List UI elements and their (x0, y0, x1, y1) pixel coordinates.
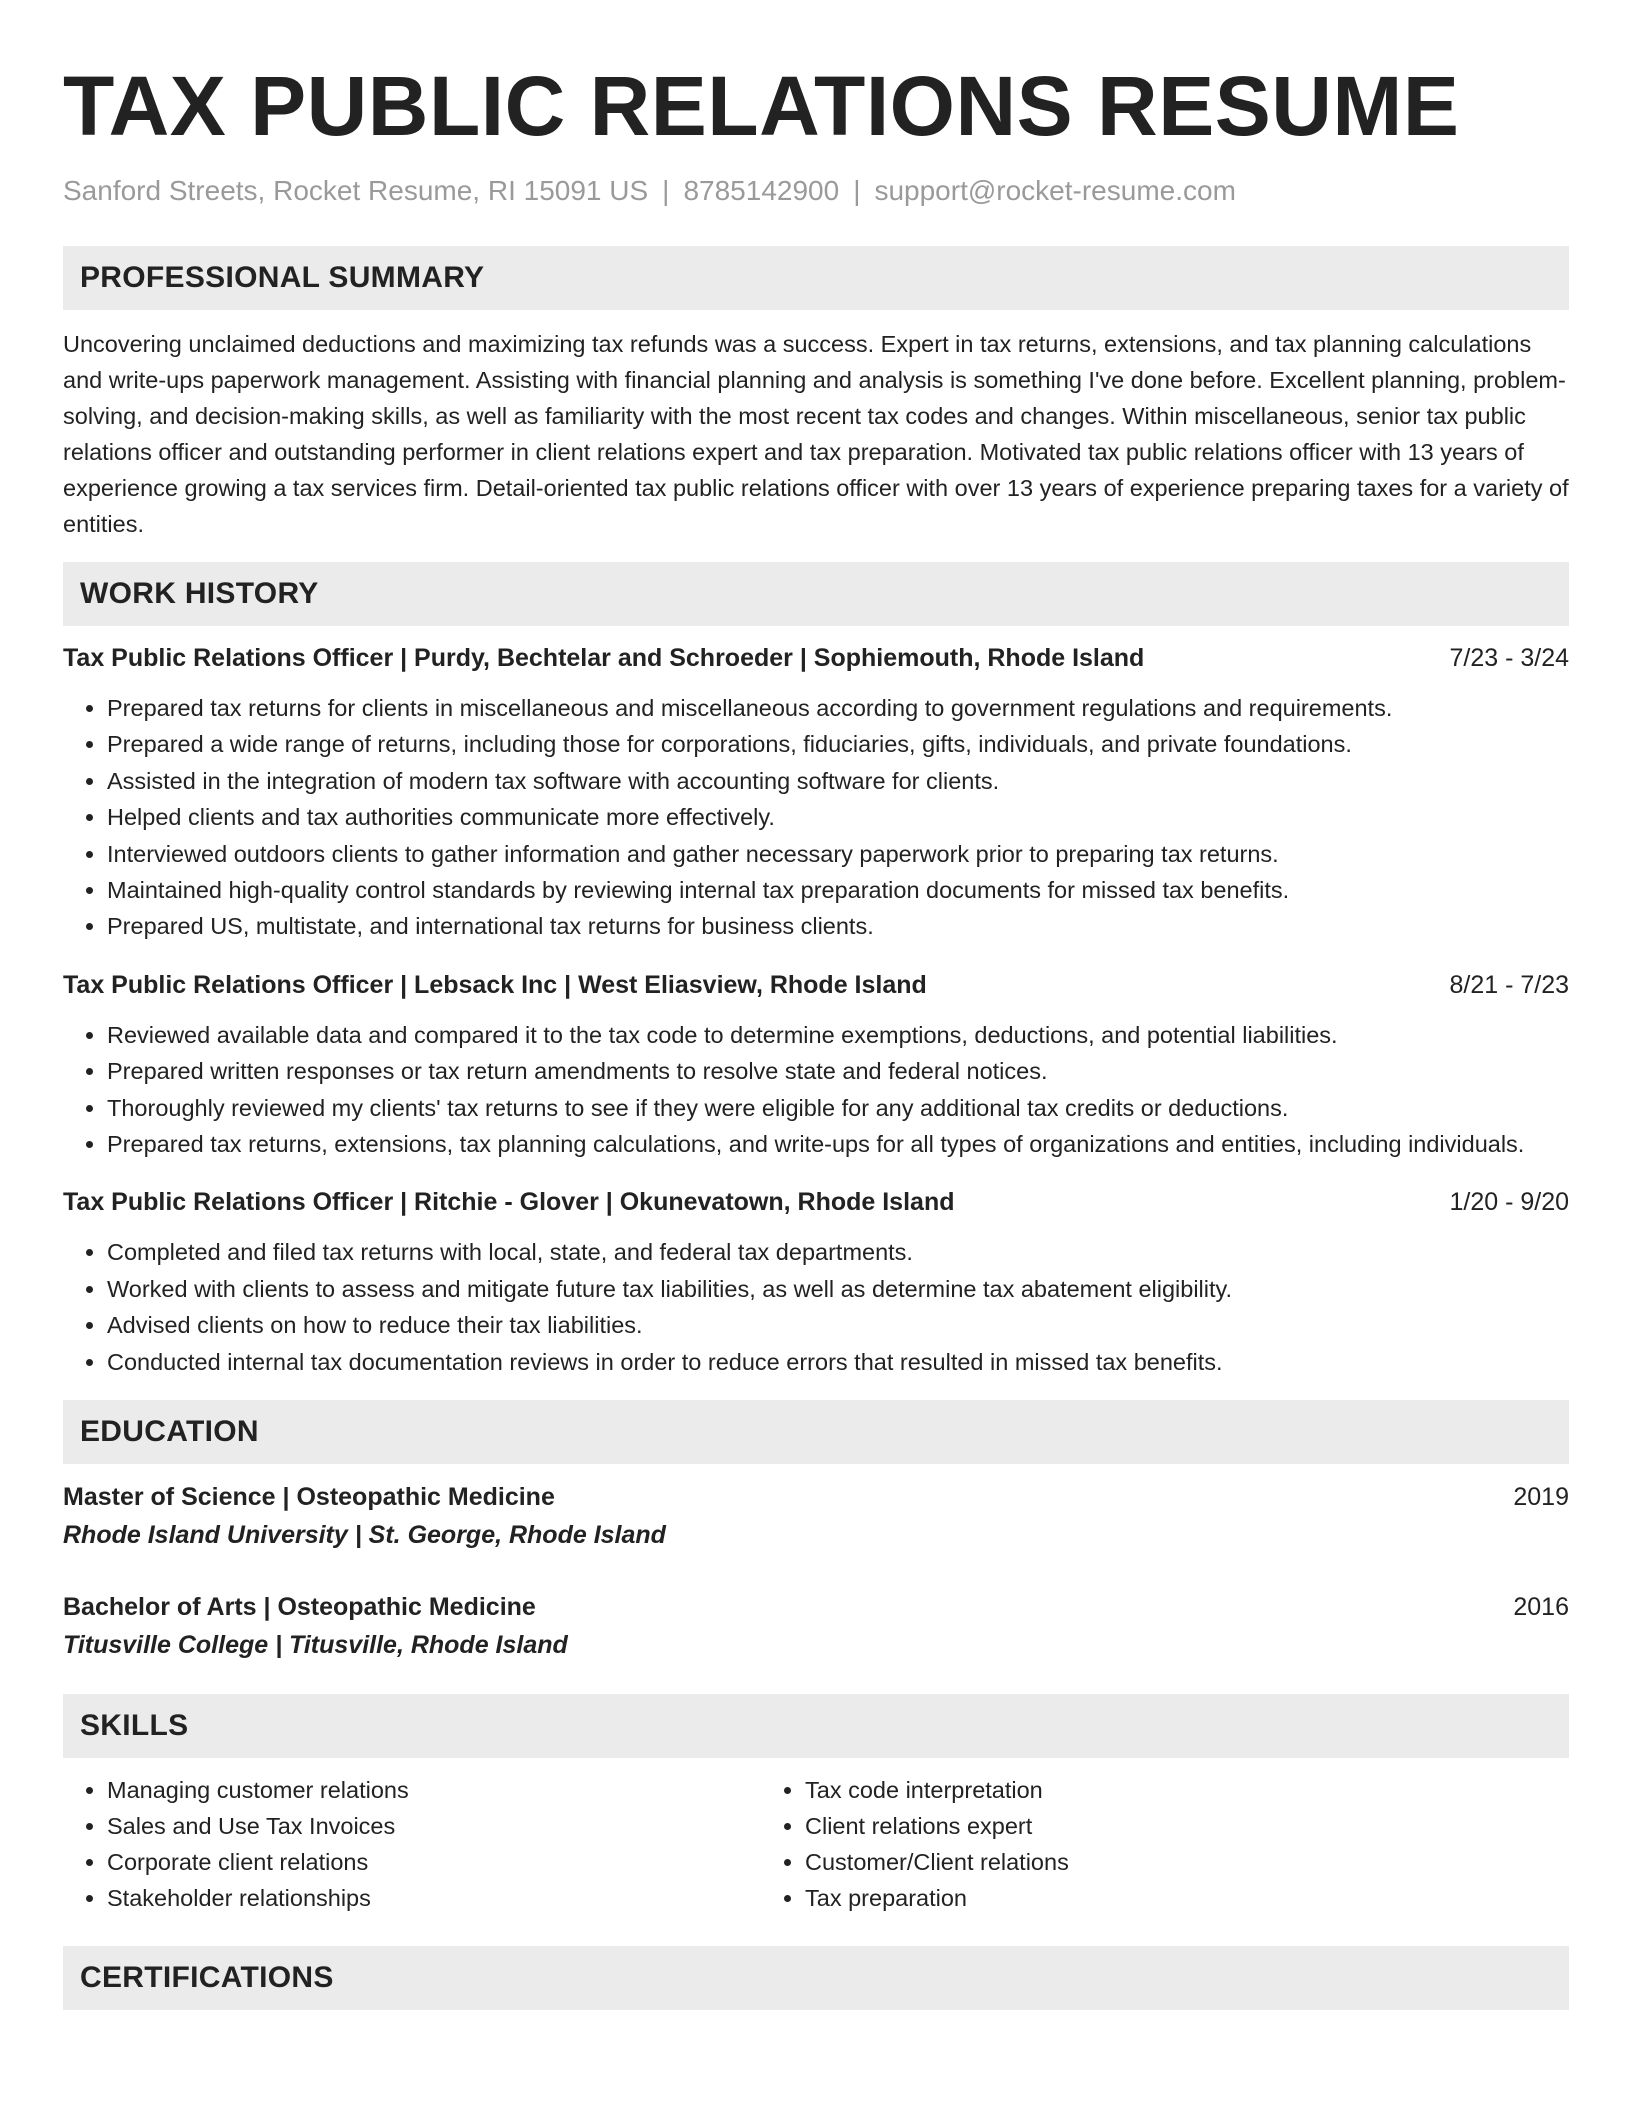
job-bullet: • Worked with clients to assess and mitigate future tax liabilities, as well as determine tax abatement eligibility. (107, 1271, 1569, 1307)
job-bullet: • Advised clients on how to reduce their tax liabilities. (107, 1307, 1569, 1343)
job-bullet: • Interviewed outdoors clients to gather information and gather necessary paperwork prior to preparing tax returns. (107, 836, 1569, 872)
job-header (63, 640, 1569, 676)
job-dates: 8/21 - 7/23 (1449, 970, 1569, 999)
job-title: Tax Public Relations Officer | Lebsack Inc | West Eliasview, Rhode Island (63, 970, 927, 999)
job-bullet: • Prepared a wide range of returns, including those for corporations, fiduciaries, gifts, individuals, and private foundations. (107, 726, 1569, 762)
skills-list (63, 1772, 1569, 1916)
skill-item: • Corporate client relations (107, 1844, 761, 1880)
job-entry (63, 1184, 1569, 1380)
section-heading-certifications: CERTIFICATIONS (63, 1946, 1569, 2010)
summary-text: Uncovering unclaimed deductions and maximizing tax refunds was a success. Expert in tax returns, extensions, and tax planning calculations and write-ups paperwork management. Assisting with financial planning and analysis is something I've done before. Excellent planning, problem-solving, and decision-making skills, as well as familiarity with the most recent tax codes and changes. Within miscellaneous, senior tax public relations officer and outstanding performer in client relations expert and tax preparation. Motivated tax public relations officer with 13 years of experience growing a tax services firm. Detail-oriented tax public relations officer with over 13 years of experience preparing taxes for a variety of entities. (63, 331, 1569, 537)
skill-item: • Sales and Use Tax Invoices (107, 1808, 761, 1844)
job-title: Tax Public Relations Officer | Ritchie - Glover | Okunevatown, Rhode Island (63, 1188, 955, 1217)
job-bullet: • Helped clients and tax authorities communicate more effectively. (107, 799, 1569, 835)
job-bullets (63, 1017, 1569, 1163)
skill-item: • Customer/Client relations (805, 1844, 1459, 1880)
job-bullet: • Assisted in the integration of modern tax software with accounting software for clients. (107, 763, 1569, 799)
job-bullet: • Prepared written responses or tax return amendments to resolve state and federal notices. (107, 1053, 1569, 1089)
job-entry (63, 640, 1569, 945)
job-bullet: • Prepared tax returns for clients in miscellaneous and miscellaneous according to government regulations and requirements. (107, 690, 1569, 726)
education-degree: Bachelor of Arts | Osteopathic Medicine (63, 1593, 536, 1622)
section-heading-education: EDUCATION (63, 1400, 1569, 1464)
education-header (63, 1478, 1569, 1516)
page-title: TAX PUBLIC RELATIONS RESUME (63, 59, 1460, 153)
skills-column-right (761, 1772, 1459, 1916)
skill-item: • Managing customer relations (107, 1772, 761, 1808)
education-school: Rhode Island University | St. George, Rhode Island (63, 1521, 666, 1550)
education-header (63, 1588, 1569, 1626)
skill-item: • Stakeholder relationships (107, 1880, 761, 1916)
contact-phone: 8785142900 (683, 175, 840, 206)
education-entry (63, 1478, 1569, 1554)
job-bullet: • Prepared tax returns, extensions, tax planning calculations, and write-ups for all types of organizations and entities, including individuals. (107, 1126, 1569, 1162)
education-school: Titusville College | Titusville, Rhode Island (63, 1631, 568, 1660)
contact-line (63, 174, 1569, 208)
section-heading-work: WORK HISTORY (63, 562, 1569, 626)
job-bullets (63, 1234, 1569, 1380)
contact-address: Sanford Streets, Rocket Resume, RI 15091 US (63, 175, 649, 206)
job-entry (63, 967, 1569, 1163)
education-degree: Master of Science | Osteopathic Medicine (63, 1483, 555, 1512)
job-bullets (63, 690, 1569, 945)
skill-item: • Tax code interpretation (805, 1772, 1459, 1808)
section-heading-skills: SKILLS (63, 1694, 1569, 1758)
job-bullet: • Prepared US, multistate, and international tax returns for business clients. (107, 908, 1569, 944)
education-entry (63, 1588, 1569, 1664)
skill-item: • Tax preparation (805, 1880, 1459, 1916)
contact-separator: | (853, 175, 861, 206)
contact-separator: | (662, 175, 670, 206)
job-header (63, 967, 1569, 1003)
skills-column-left (63, 1772, 761, 1916)
job-dates: 1/20 - 9/20 (1449, 1188, 1569, 1217)
job-bullet: • Completed and filed tax returns with local, state, and federal tax departments. (107, 1234, 1569, 1270)
contact-email: support@rocket-resume.com (874, 175, 1236, 206)
job-bullet: • Reviewed available data and compared it to the tax code to determine exemptions, deductions, and potential liabilities. (107, 1017, 1569, 1053)
job-title: Tax Public Relations Officer | Purdy, Bechtelar and Schroeder | Sophiemouth, Rhode Island (63, 644, 1145, 672)
job-bullet: • Thoroughly reviewed my clients' tax returns to see if they were eligible for any additional tax credits or deductions. (107, 1090, 1569, 1126)
section-heading-summary: PROFESSIONAL SUMMARY (63, 246, 1569, 310)
job-header (63, 1184, 1569, 1220)
job-dates: 7/23 - 3/24 (1449, 644, 1569, 672)
job-bullet: • Maintained high-quality control standards by reviewing internal tax preparation documents for missed tax benefits. (107, 872, 1569, 908)
education-year: 2019 (1513, 1483, 1569, 1512)
skill-item: • Client relations expert (805, 1808, 1459, 1844)
education-year: 2016 (1513, 1593, 1569, 1622)
job-bullet: • Conducted internal tax documentation reviews in order to reduce errors that resulted in missed tax benefits. (107, 1344, 1569, 1380)
